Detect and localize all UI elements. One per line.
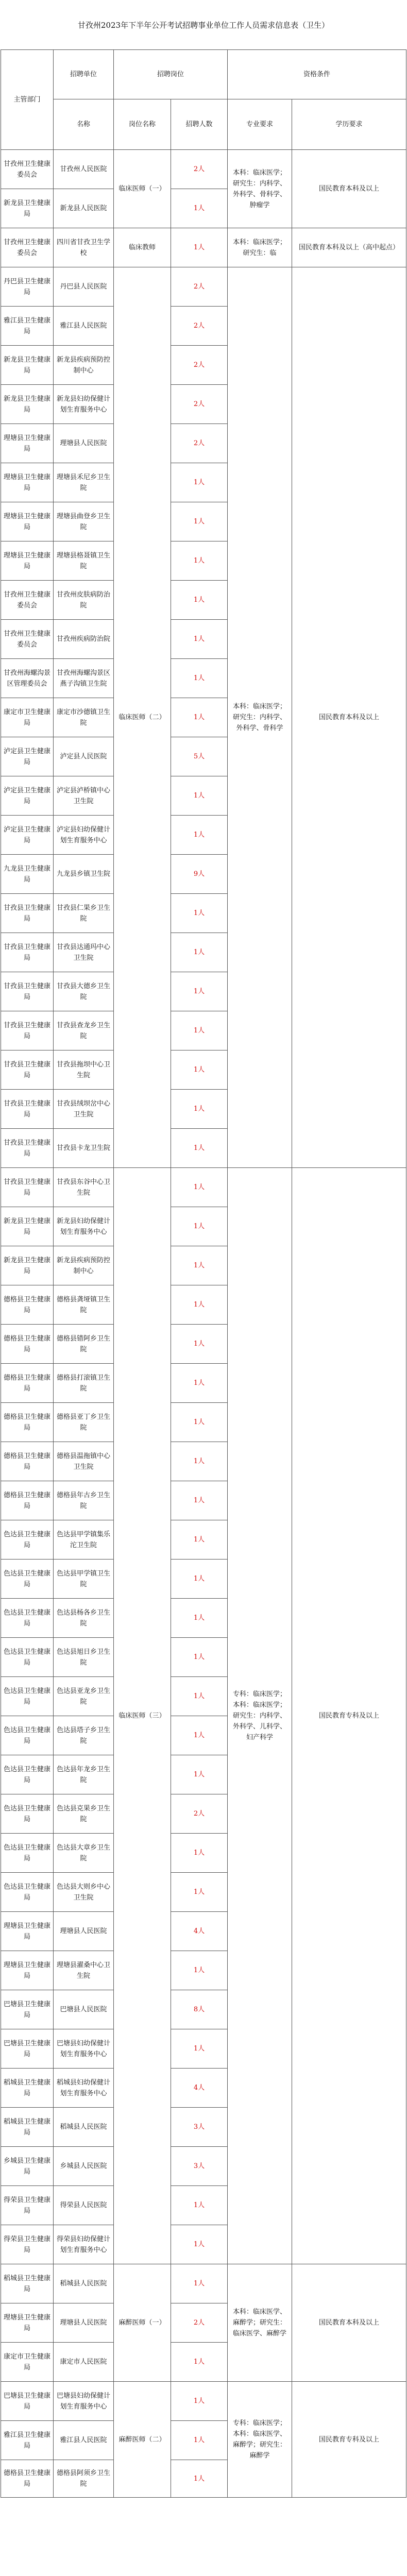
unit-name-cell: 甘孜州海螺沟景区燕子沟镇卫生院 — [54, 659, 114, 698]
dept-cell: 新龙县卫生健康局 — [1, 189, 54, 228]
unit-name-cell: 色达县克果乡卫生院 — [54, 1794, 114, 1834]
count-cell: 1人 — [171, 1050, 228, 1090]
dept-cell: 泸定县卫生健康局 — [1, 737, 54, 776]
unit-name-cell: 康定市人民医院 — [54, 2343, 114, 2382]
count-cell: 4人 — [171, 2069, 228, 2108]
count-cell: 1人 — [171, 463, 228, 502]
header-post-name: 岗位名称 — [114, 99, 171, 150]
dept-cell: 德格县卫生健康局 — [1, 2460, 54, 2498]
unit-name-cell: 甘孜县拖坝中心卫生院 — [54, 1050, 114, 1090]
dept-cell: 甘孜州卫生健康委员会 — [1, 581, 54, 620]
dept-cell: 雅江县卫生健康局 — [1, 307, 54, 346]
dept-cell: 甘孜州卫生健康委员会 — [1, 150, 54, 189]
count-cell: 1人 — [171, 581, 228, 620]
education-requirement-cell: 国民教育本科及以上 — [292, 150, 406, 228]
count-cell: 1人 — [171, 502, 228, 541]
count-cell: 1人 — [171, 1951, 228, 1990]
count-cell: 2人 — [171, 307, 228, 346]
dept-cell: 新龙县卫生健康局 — [1, 1246, 54, 1285]
unit-name-cell: 新龙县人民医院 — [54, 189, 114, 228]
count-cell: 1人 — [171, 1520, 228, 1560]
count-cell: 1人 — [171, 2029, 228, 2069]
header-row-columns — [1, 99, 406, 150]
table-row — [1, 1168, 406, 1207]
unit-name-cell: 新龙县妇幼保健计划生育服务中心 — [54, 385, 114, 424]
education-requirement-cell: 国民教育本科及以上 — [292, 2264, 406, 2382]
unit-name-cell: 色达县亚龙乡卫生院 — [54, 1677, 114, 1716]
unit-name-cell: 理塘县人民医院 — [54, 424, 114, 463]
count-cell: 2人 — [171, 2303, 228, 2343]
count-cell: 5人 — [171, 737, 228, 776]
dept-cell: 色达县卫生健康局 — [1, 1716, 54, 1755]
dept-cell: 德格县卫生健康局 — [1, 1325, 54, 1364]
count-cell: 1人 — [171, 1481, 228, 1520]
count-cell: 1人 — [171, 1168, 228, 1207]
major-requirement-cell: 本科：临床医学；研究生：内科学、外科学、骨科学 — [228, 267, 292, 1168]
header-edu: 学历要求 — [292, 99, 406, 150]
count-cell: 1人 — [171, 933, 228, 972]
count-cell: 2人 — [171, 385, 228, 424]
dept-cell: 理塘县卫生健康局 — [1, 424, 54, 463]
dept-cell: 色达县卫生健康局 — [1, 1599, 54, 1638]
count-cell: 1人 — [171, 1246, 228, 1285]
unit-name-cell: 巴塘县人民医院 — [54, 1990, 114, 2029]
table-row — [1, 267, 406, 307]
unit-name-cell: 理塘县濯桑中心卫生院 — [54, 1951, 114, 1990]
table-row — [1, 150, 406, 189]
dept-cell: 得荣县卫生健康局 — [1, 2225, 54, 2264]
dept-cell: 康定市卫生健康局 — [1, 698, 54, 737]
count-cell: 1人 — [171, 1755, 228, 1794]
unit-name-cell: 雅江县人民医院 — [54, 307, 114, 346]
unit-name-cell: 理塘县人民医院 — [54, 1912, 114, 1951]
education-requirement-cell: 国民教育专科及以上 — [292, 1168, 406, 2264]
count-cell: 1人 — [171, 1364, 228, 1403]
unit-name-cell: 德格县年古乡卫生院 — [54, 1481, 114, 1520]
unit-name-cell: 德格县亚丁乡卫生院 — [54, 1403, 114, 1442]
unit-name-cell: 甘孜县达通玛中心卫生院 — [54, 933, 114, 972]
dept-cell: 九龙县卫生健康局 — [1, 855, 54, 894]
unit-name-cell: 甘孜州人民医院 — [54, 150, 114, 189]
dept-cell: 甘孜县卫生健康局 — [1, 933, 54, 972]
unit-name-cell: 甘孜县仁果乡卫生院 — [54, 894, 114, 933]
count-cell: 1人 — [171, 1285, 228, 1325]
count-cell: 2人 — [171, 1794, 228, 1834]
unit-name-cell: 色达县大则乡中心卫生院 — [54, 1873, 114, 1912]
count-cell: 1人 — [171, 1011, 228, 1050]
count-cell: 1人 — [171, 2264, 228, 2303]
unit-name-cell: 得荣县人民医院 — [54, 2186, 114, 2225]
count-cell: 1人 — [171, 659, 228, 698]
dept-cell: 德格县卫生健康局 — [1, 1442, 54, 1481]
dept-cell: 甘孜县卫生健康局 — [1, 894, 54, 933]
unit-name-cell: 九龙县乡镇卫生院 — [54, 855, 114, 894]
table-row — [1, 228, 406, 267]
unit-name-cell: 泸定县人民医院 — [54, 737, 114, 776]
unit-name-cell: 巴塘县妇幼保健计划生育服务中心 — [54, 2382, 114, 2421]
unit-name-cell: 稻城县妇幼保健计划生育服务中心 — [54, 2069, 114, 2108]
dept-cell: 丹巴县卫生健康局 — [1, 267, 54, 307]
count-cell: 1人 — [171, 2460, 228, 2498]
dept-cell: 理塘县卫生健康局 — [1, 502, 54, 541]
unit-name-cell: 乡城县人民医院 — [54, 2147, 114, 2186]
unit-name-cell: 稻城县人民医院 — [54, 2264, 114, 2303]
dept-cell: 色达县卫生健康局 — [1, 1560, 54, 1599]
unit-name-cell: 德格县龚垭镇卫生院 — [54, 1285, 114, 1325]
unit-name-cell: 甘孜县大德乡卫生院 — [54, 972, 114, 1011]
dept-cell: 甘孜县卫生健康局 — [1, 1011, 54, 1050]
count-cell: 1人 — [171, 1599, 228, 1638]
count-cell: 1人 — [171, 1129, 228, 1168]
dept-cell: 甘孜县卫生健康局 — [1, 1129, 54, 1168]
dept-cell: 康定市卫生健康局 — [1, 2343, 54, 2382]
unit-name-cell: 甘孜州皮肤病防治院 — [54, 581, 114, 620]
unit-name-cell: 新龙县妇幼保健计划生育服务中心 — [54, 1207, 114, 1246]
unit-name-cell: 理塘县人民医院 — [54, 2303, 114, 2343]
education-requirement-cell: 国民教育本科及以上 — [292, 267, 406, 1168]
unit-name-cell: 德格县错阿乡卫生院 — [54, 1325, 114, 1364]
education-requirement-cell: 国民教育专科及以上 — [292, 2382, 406, 2498]
unit-name-cell: 德格县打滚镇卫生院 — [54, 1364, 114, 1403]
unit-name-cell: 色达县旭日乡卫生院 — [54, 1638, 114, 1677]
dept-cell: 色达县卫生健康局 — [1, 1794, 54, 1834]
dept-cell: 甘孜县卫生健康局 — [1, 1050, 54, 1090]
count-cell: 1人 — [171, 816, 228, 855]
unit-name-cell: 康定市沙德镇卫生院 — [54, 698, 114, 737]
count-cell: 9人 — [171, 855, 228, 894]
dept-cell: 理塘县卫生健康局 — [1, 1912, 54, 1951]
unit-name-cell: 甘孜县东谷中心卫生院 — [54, 1168, 114, 1207]
header-dept: 主管部门 — [1, 50, 54, 150]
recruitment-table — [1, 49, 406, 2498]
unit-name-cell: 色达县大章乡卫生院 — [54, 1834, 114, 1873]
post-name-cell: 临床教师 — [114, 228, 171, 267]
count-cell: 1人 — [171, 2382, 228, 2421]
count-cell: 1人 — [171, 541, 228, 581]
table-row — [1, 2382, 406, 2421]
dept-cell: 理塘县卫生健康局 — [1, 463, 54, 502]
unit-name-cell: 理塘县曲登乡卫生院 — [54, 502, 114, 541]
count-cell: 1人 — [171, 972, 228, 1011]
unit-name-cell: 丹巴县人民医院 — [54, 267, 114, 307]
dept-cell: 色达县卫生健康局 — [1, 1520, 54, 1560]
dept-cell: 德格县卫生健康局 — [1, 1285, 54, 1325]
dept-cell: 色达县卫生健康局 — [1, 1755, 54, 1794]
count-cell: 2人 — [171, 267, 228, 307]
count-cell: 1人 — [171, 228, 228, 267]
page-title: 甘孜州2023年下半年公开考试招聘事业单位工作人员需求信息表（卫生） — [77, 20, 330, 30]
table-body — [1, 150, 406, 2498]
count-cell: 1人 — [171, 2225, 228, 2264]
count-cell: 1人 — [171, 2343, 228, 2382]
count-cell: 4人 — [171, 1912, 228, 1951]
dept-cell: 甘孜州卫生健康委员会 — [1, 620, 54, 659]
unit-name-cell: 泸定县妇幼保健计划生育服务中心 — [54, 816, 114, 855]
count-cell: 2人 — [171, 346, 228, 385]
education-requirement-cell: 国民教育本科及以上（高中起点） — [292, 228, 406, 267]
dept-cell: 雅江县卫生健康局 — [1, 2421, 54, 2460]
table-row — [1, 2264, 406, 2303]
post-name-cell: 麻醉医师（二） — [114, 2382, 171, 2498]
dept-cell: 色达县卫生健康局 — [1, 1873, 54, 1912]
count-cell: 1人 — [171, 1638, 228, 1677]
dept-cell: 理塘县卫生健康局 — [1, 2303, 54, 2343]
unit-name-cell: 甘孜县查龙乡卫生院 — [54, 1011, 114, 1050]
unit-name-cell: 色达县甲学镇集乐沱卫生院 — [54, 1520, 114, 1560]
major-requirement-cell: 本科：临床医学、麻醉学；研究生：临床医学、麻醉学 — [228, 2264, 292, 2382]
unit-name-cell: 甘孜县卡龙卫生院 — [54, 1129, 114, 1168]
count-cell: 1人 — [171, 2186, 228, 2225]
count-cell: 1人 — [171, 1560, 228, 1599]
unit-name-cell: 新龙县疾病预防控制中心 — [54, 346, 114, 385]
dept-cell: 泸定县卫生健康局 — [1, 776, 54, 816]
dept-cell: 甘孜县卫生健康局 — [1, 1090, 54, 1129]
dept-cell: 巴塘县卫生健康局 — [1, 1990, 54, 2029]
count-cell: 1人 — [171, 1325, 228, 1364]
unit-name-cell: 德格县温拖镇中心卫生院 — [54, 1442, 114, 1481]
dept-cell: 甘孜县卫生健康局 — [1, 972, 54, 1011]
dept-cell: 甘孜州海螺沟景区管理委员会 — [1, 659, 54, 698]
count-cell: 2人 — [171, 150, 228, 189]
dept-cell: 色达县卫生健康局 — [1, 1638, 54, 1677]
unit-name-cell: 色达县年龙乡卫生院 — [54, 1755, 114, 1794]
count-cell: 2人 — [171, 424, 228, 463]
count-cell: 1人 — [171, 1873, 228, 1912]
major-requirement-cell: 专科：临床医学；本科：临床医学、麻醉学；研究生：麻醉学 — [228, 2382, 292, 2498]
dept-cell: 新龙县卫生健康局 — [1, 346, 54, 385]
post-name-cell: 临床医师（三） — [114, 1168, 171, 2264]
dept-cell: 稻城县卫生健康局 — [1, 2069, 54, 2108]
count-cell: 3人 — [171, 2147, 228, 2186]
count-cell: 1人 — [171, 1442, 228, 1481]
dept-cell: 乡城县卫生健康局 — [1, 2147, 54, 2186]
dept-cell: 色达县卫生健康局 — [1, 1834, 54, 1873]
count-cell: 1人 — [171, 698, 228, 737]
dept-cell: 得荣县卫生健康局 — [1, 2186, 54, 2225]
dept-cell: 巴塘县卫生健康局 — [1, 2029, 54, 2069]
dept-cell: 色达县卫生健康局 — [1, 1677, 54, 1716]
dept-cell: 甘孜州卫生健康委员会 — [1, 228, 54, 267]
count-cell: 1人 — [171, 894, 228, 933]
unit-name-cell: 四川省甘孜卫生学校 — [54, 228, 114, 267]
unit-name-cell: 雅江县人民医院 — [54, 2421, 114, 2460]
unit-name-cell: 理塘县禾尼乡卫生院 — [54, 463, 114, 502]
dept-cell: 稻城县卫生健康局 — [1, 2264, 54, 2303]
header-post-group: 招聘岗位 — [114, 50, 228, 99]
unit-name-cell: 色达县甲学镇卫生院 — [54, 1560, 114, 1599]
header-unit-name: 名称 — [54, 99, 114, 150]
unit-name-cell: 色达县塔子乡卫生院 — [54, 1716, 114, 1755]
unit-name-cell: 甘孜县绒坝岔中心卫生院 — [54, 1090, 114, 1129]
dept-cell: 甘孜县卫生健康局 — [1, 1168, 54, 1207]
unit-name-cell: 新龙县疾病预防控制中心 — [54, 1246, 114, 1285]
dept-cell: 巴塘县卫生健康局 — [1, 2382, 54, 2421]
post-name-cell: 麻醉医师（一） — [114, 2264, 171, 2382]
unit-name-cell: 德格县阿须乡卫生院 — [54, 2460, 114, 2498]
unit-name-cell: 巴塘县妇幼保健计划生育服务中心 — [54, 2029, 114, 2069]
count-cell: 1人 — [171, 2421, 228, 2460]
unit-name-cell: 色达县杨各乡卫生院 — [54, 1599, 114, 1638]
unit-name-cell: 稻城县人民医院 — [54, 2108, 114, 2147]
count-cell: 1人 — [171, 189, 228, 228]
count-cell: 1人 — [171, 1677, 228, 1716]
unit-name-cell: 得荣县妇幼保健计划生育服务中心 — [54, 2225, 114, 2264]
unit-name-cell: 理塘县格聂镇卫生院 — [54, 541, 114, 581]
dept-cell: 新龙县卫生健康局 — [1, 1207, 54, 1246]
header-major: 专业要求 — [228, 99, 292, 150]
dept-cell: 德格县卫生健康局 — [1, 1403, 54, 1442]
dept-cell: 新龙县卫生健康局 — [1, 385, 54, 424]
dept-cell: 泸定县卫生健康局 — [1, 816, 54, 855]
count-cell: 3人 — [171, 2108, 228, 2147]
major-requirement-cell: 本科：临床医学；研究生：临 — [228, 228, 292, 267]
count-cell: 1人 — [171, 1403, 228, 1442]
dept-cell: 理塘县卫生健康局 — [1, 1951, 54, 1990]
unit-name-cell: 甘孜州疾病防治院 — [54, 620, 114, 659]
header-qual-group: 资格条件 — [228, 50, 406, 99]
header-count: 招聘人数 — [171, 99, 228, 150]
header-unit-group: 招聘单位 — [54, 50, 114, 99]
major-requirement-cell: 专科：临床医学；本科：临床医学；研究生：内科学、外科学、儿科学、妇产科学 — [228, 1168, 292, 2264]
post-name-cell: 临床医师（一） — [114, 150, 171, 228]
count-cell: 1人 — [171, 1716, 228, 1755]
unit-name-cell: 泸定县泸桥镇中心卫生院 — [54, 776, 114, 816]
count-cell: 1人 — [171, 1834, 228, 1873]
dept-cell: 理塘县卫生健康局 — [1, 541, 54, 581]
count-cell: 8人 — [171, 1990, 228, 2029]
major-requirement-cell: 本科：临床医学；研究生：内科学、外科学、骨科学、肿瘤学 — [228, 150, 292, 228]
post-name-cell: 临床医师（二） — [114, 267, 171, 1168]
dept-cell: 德格县卫生健康局 — [1, 1481, 54, 1520]
count-cell: 1人 — [171, 1090, 228, 1129]
header-row-groups — [1, 50, 406, 99]
dept-cell: 稻城县卫生健康局 — [1, 2108, 54, 2147]
count-cell: 1人 — [171, 1207, 228, 1246]
count-cell: 1人 — [171, 620, 228, 659]
count-cell: 1人 — [171, 776, 228, 816]
dept-cell: 德格县卫生健康局 — [1, 1364, 54, 1403]
